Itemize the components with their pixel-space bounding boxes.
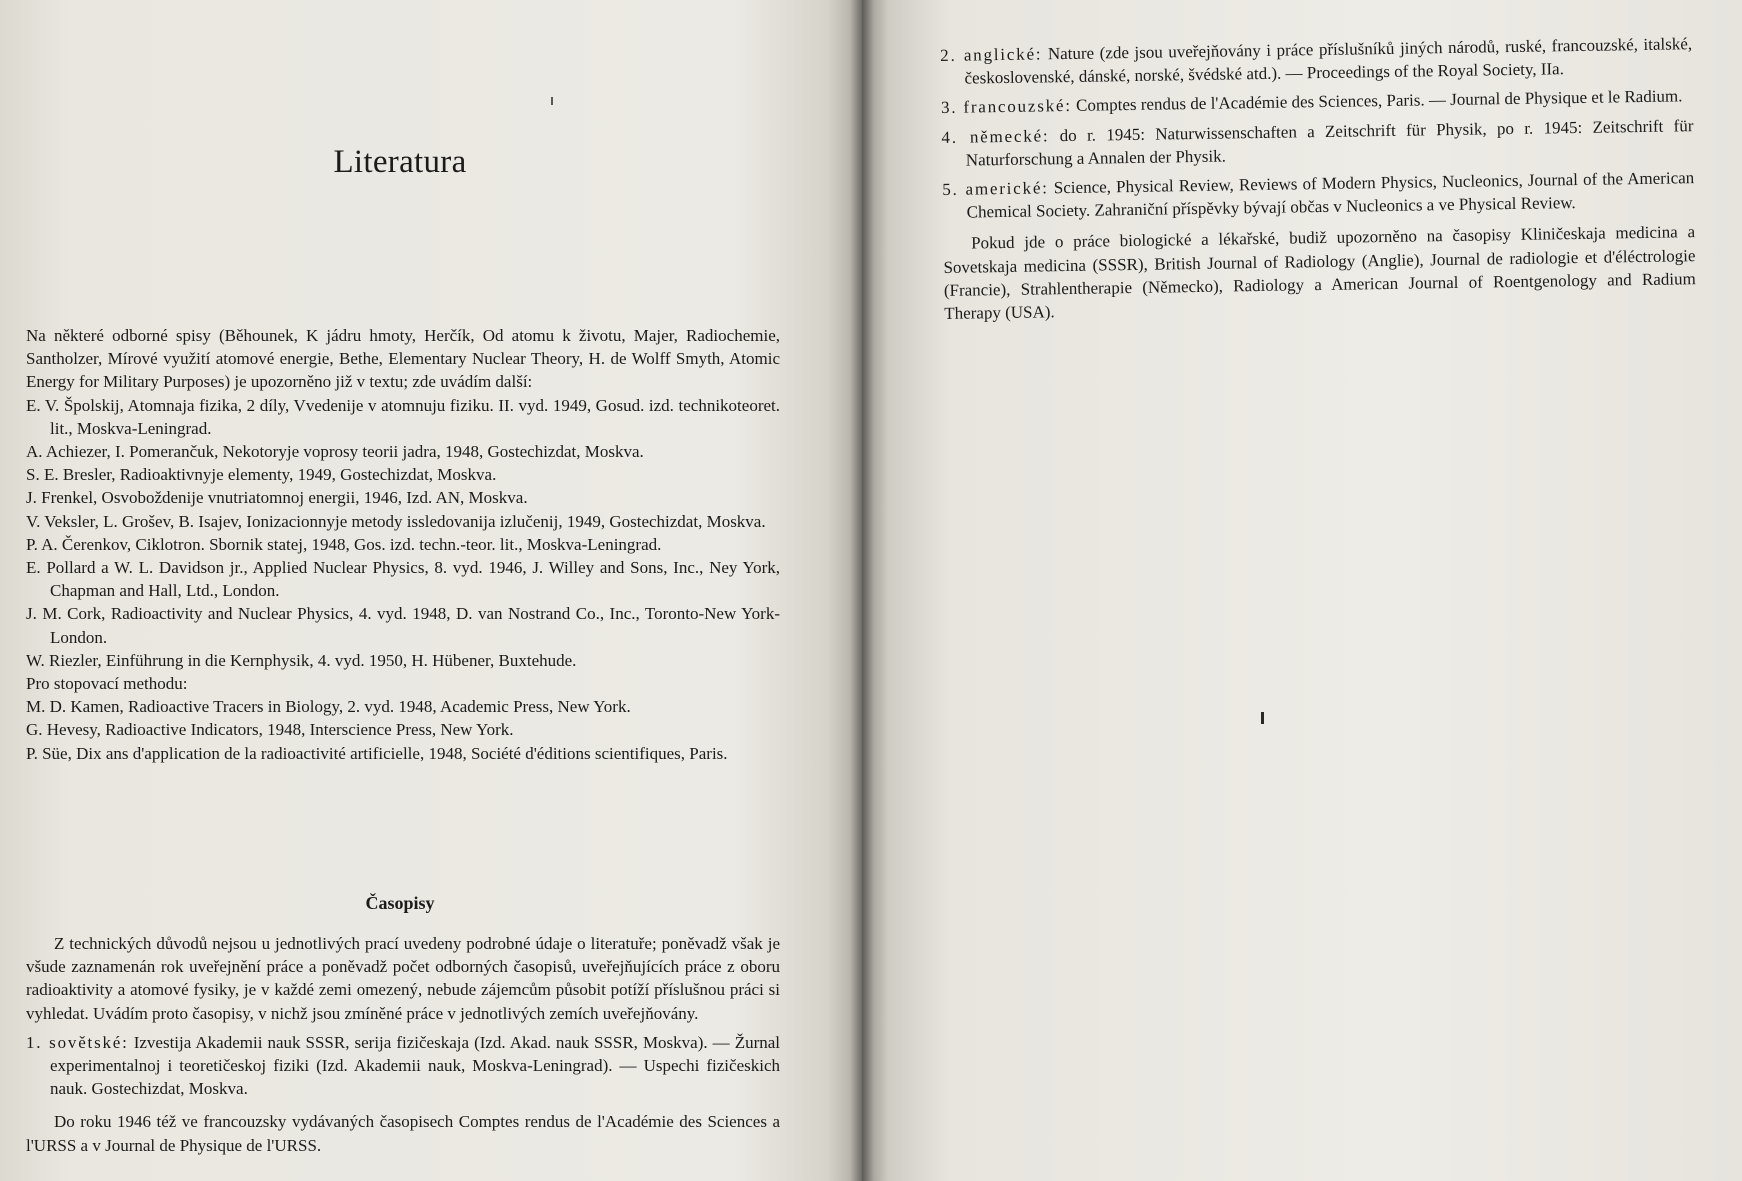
journals-intro: Z technických důvodů nejsou u jednotlivých prací uvedeny podrobné údaje o literatuře; poněvadž však je všude zaznamenán rok uveřejnění práce a poněvadž počet odborných časopisů, uveřejňujících práce z oboru radioaktivity a atomové fysiky, je v každé zemi omezený, nebude zájemcům působit potíží příslušnou práci si vyhledat. Uvádím proto časopisy, v nichž jsou zmíněné práce v jednotlivých zemích uveřejňovány. — [26, 934, 780, 1023]
journal-item-french — [941, 85, 1693, 120]
journal-item-text: Comptes rendus de l'Académie des Sciences, Paris. — Journal de Physique et le Radium. — [1075, 86, 1683, 116]
tracer-reference-item: M. D. Kamen, Radioactive Tracers in Biology, 2. vyd. 1948, Academic Press, New York. — [26, 697, 631, 717]
reference-item: E. V. Špolskij, Atomnaja fizika, 2 díly, Vvedenije v atomnuju fiziku. II. vyd. 1949, Gosud. izd. technikoteoret. lit., Moskva-Leningrad. — [26, 395, 780, 438]
closing-paragraph: Pokud jde o práce biologické a lékařské, budiž upozorněno na časopisy Kliničeskaja medicina a Sovetskaja medicina (SSSR), British Journal of Radiology (Anglie), Journal de radiologie et d'éléctrologie (Francie), Strahlentherapie (Německo), Radiology a American Journal of Roentgenology and Radium Therapy (USA). — [943, 222, 1696, 323]
journal-item-text: do r. 1945: Naturwissenschaften a Zeitschrift für Physik, po r. 1945: Zeitschrift für Naturforschung a Annalen der Physik. — [965, 115, 1694, 170]
journal-item-label: 2. anglické: — [940, 44, 1043, 65]
intro-paragraph: Na některé odborné spisy (Běhounek, K jádru hmoty, Herčík, Od atomu k životu, Majer, Radiochemie, Santholzer, Mírové využití atomové energie, Bethe, Elementary Nuclear Theory, H. de Wolff Smyth, Atomic Energy for Military Purposes) je upozorněno již v textu; zde uvádím další: — [26, 326, 780, 392]
page-title: Literatura — [333, 144, 467, 181]
journal-item-label: 1. sovětské: — [26, 1032, 129, 1052]
journal-item-label: 5. americké: — [942, 178, 1049, 199]
book-gutter — [850, 0, 874, 1181]
journal-item-american — [942, 166, 1695, 224]
journal-item-soviet — [26, 1031, 780, 1101]
tracer-heading: Pro stopovací methodu: — [26, 674, 188, 694]
journal-item-text: Science, Physical Review, Reviews of Modern Physics, Nucleonics, Journal of the American Chemical Society. Zahraniční příspěvky bývají občas v Nucleonics a ve Physical Review. — [966, 168, 1695, 222]
journal-item-text: Izvestija Akademii nauk SSSR, serija fizičeskaja (Izd. Akad. nauk SSSR, Moskva). — Žurnal experimentalnoj i teoretičeskoj fiziki (Izd. Akademii nauk, Moskva-Leningrad). — Uspechi fizičeskich nauk. Gostechizdat, Moskva. — [50, 1032, 781, 1099]
ink-speck — [551, 97, 553, 105]
journals-heading: Časopisy — [365, 892, 435, 913]
literature-list — [26, 324, 780, 765]
reference-item: J. M. Cork, Radioactivity and Nuclear Physics, 4. vyd. 1948, D. van Nostrand Co., Inc., Toronto-New York-London. — [26, 604, 780, 647]
reference-item: J. Frenkel, Osvoboždenije vnutriatomnoj energii, 1946, Izd. AN, Moskva. — [26, 488, 528, 508]
journal-item-label: 4. německé: — [941, 125, 1050, 147]
ink-mark — [1261, 712, 1264, 724]
journals-list-continued — [940, 32, 1696, 325]
journal-item-german — [941, 114, 1694, 172]
tracer-reference-item: G. Hevesy, Radioactive Indicators, 1948, Interscience Press, New York. — [26, 720, 514, 740]
reference-item: V. Veksler, L. Grošev, B. Isajev, Ionizacionnyje metody issledovanija izlučenij, 1949, Gostechizdat, Moskva. — [26, 511, 766, 531]
journals-note: Do roku 1946 též ve francouzsky vydávaných časopisech Comptes rendus de l'Académie des Sciences a l'URSS a v Journal de Physique de l'URSS. — [26, 1112, 780, 1155]
journal-item-text: Nature (zde jsou uveřejňovány i práce příslušníků jiných národů, ruské, francouzské, italské, československé, dánské, norské, švédské atd.). — Proceedings of the Royal Society, IIa. — [964, 34, 1693, 88]
journal-item-label: 3. francouzské: — [940, 96, 1072, 118]
reference-item: W. Riezler, Einführung in die Kernphysik, 4. vyd. 1950, H. Hübener, Buxtehude. — [26, 650, 577, 670]
reference-item: E. Pollard a W. L. Davidson jr., Applied Nuclear Physics, 8. vyd. 1946, J. Willey and Sons, Inc., Ney York, Chapman and Hall, Ltd., London. — [26, 558, 780, 601]
journals-section — [26, 932, 780, 1157]
reference-item: S. E. Bresler, Radioaktivnyje elementy, 1949, Gostechizdat, Moskva. — [26, 465, 497, 485]
reference-item: P. A. Čerenkov, Ciklotron. Sbornik statej, 1948, Gos. izd. techn.-teor. lit., Moskva-Leningrad. — [26, 534, 662, 554]
reference-item: A. Achiezer, I. Pomerančuk, Nekotoryje voprosy teorii jadra, 1948, Gostechizdat, Moskva. — [26, 442, 644, 462]
tracer-reference-item: P. Süe, Dix ans d'application de la radioactivité artificielle, 1948, Société d'éditions scientifiques, Paris. — [26, 743, 728, 763]
